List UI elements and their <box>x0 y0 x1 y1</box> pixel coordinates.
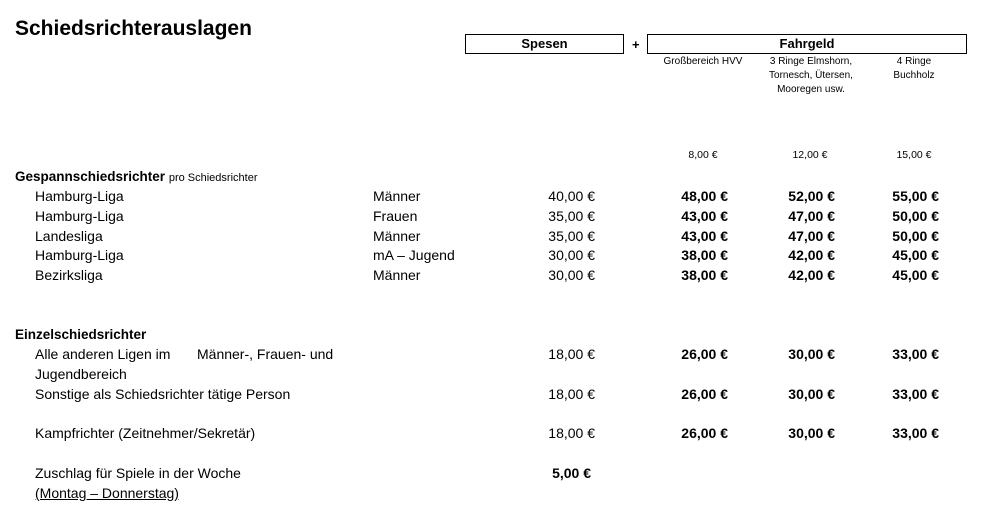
zone-1-rate: 8,00 € <box>688 149 718 161</box>
gespann-row-3-kategorie: Männer <box>373 228 421 244</box>
zuschlag-label: Zuschlag für Spiele in der Woche <box>35 465 241 481</box>
gespann-row-3-liga: Landesliga <box>35 228 103 244</box>
gespann-row-4-spesen: 30,00 € <box>548 247 595 263</box>
einzel-row-2-label: Sonstige als Schiedsrichter tätige Person <box>35 386 291 402</box>
gespann-row-4-zone2: 42,00 € <box>788 247 835 263</box>
gespann-section-title <box>15 169 257 184</box>
einzel-row-1-zone3: 33,00 € <box>892 346 939 362</box>
einzel-row-1-spesen: 18,00 € <box>548 346 595 362</box>
zone-2-label: 3 Ringe Elmshorn, Tornesch, Ütersen, Mooregen usw. <box>769 56 853 95</box>
gespann-title: Gespannschiedsrichter <box>15 169 166 184</box>
spesen-header: Spesen <box>465 34 624 54</box>
zuschlag-value: 5,00 € <box>552 465 591 481</box>
gespann-row-4-kategorie: mA – Jugend <box>373 247 455 263</box>
einzel-row-2-zone1: 26,00 € <box>681 386 728 402</box>
gespann-row-3-zone3: 50,00 € <box>892 228 939 244</box>
gespann-row-3-spesen: 35,00 € <box>548 228 595 244</box>
einzel-row-2-zone3: 33,00 € <box>892 386 939 402</box>
einzel-row-3-label: Kampfrichter (Zeitnehmer/Sekretär) <box>35 425 256 441</box>
gespann-row-5-spesen: 30,00 € <box>548 267 595 283</box>
einzel-row-1-label: Alle anderen Ligen im <box>35 346 171 362</box>
gespann-row-1-kategorie: Männer <box>373 188 421 204</box>
zone-2-rate: 12,00 € <box>792 149 828 161</box>
gespann-row-5-kategorie: Männer <box>373 267 421 283</box>
gespann-row-1-liga: Hamburg-Liga <box>35 188 124 204</box>
gespann-row-5-zone3: 45,00 € <box>892 267 939 283</box>
einzel-row-1-label-b: Männer-, Frauen- und <box>197 346 334 362</box>
einzel-row-2-spesen: 18,00 € <box>548 386 595 402</box>
gespann-row-2-spesen: 35,00 € <box>548 208 595 224</box>
gespann-row-2-liga: Hamburg-Liga <box>35 208 124 224</box>
einzel-section-title: Einzelschiedsrichter <box>15 327 147 342</box>
gespann-row-2-zone1: 43,00 € <box>681 208 728 224</box>
page-title: Schiedsrichterauslagen <box>15 17 252 40</box>
zone-3-rate: 15,00 € <box>896 149 932 161</box>
gespann-row-3-zone1: 43,00 € <box>681 228 728 244</box>
gespann-row-4-zone1: 38,00 € <box>681 247 728 263</box>
fahrgeld-header: Fahrgeld <box>647 34 967 54</box>
einzel-row-3-spesen: 18,00 € <box>548 425 595 441</box>
gespann-row-2-zone2: 47,00 € <box>788 208 835 224</box>
zone-3-label: 4 Ringe Buchholz <box>893 56 935 81</box>
gespann-note: pro Schiedsrichter <box>168 172 258 184</box>
gespann-row-5-liga: Bezirksliga <box>35 267 103 283</box>
einzel-row-2-zone2: 30,00 € <box>788 386 835 402</box>
gespann-row-4-zone3: 45,00 € <box>892 247 939 263</box>
gespann-row-2-zone3: 50,00 € <box>892 208 939 224</box>
einzel-row-1-label-2: Jugendbereich <box>35 366 127 382</box>
zone-1-label: Großbereich HVV <box>663 56 743 67</box>
gespann-row-1-spesen: 40,00 € <box>548 188 595 204</box>
gespann-row-3-zone2: 47,00 € <box>788 228 835 244</box>
plus-sign: + <box>632 37 640 52</box>
gespann-row-5-zone1: 38,00 € <box>681 267 728 283</box>
einzel-row-3-zone1: 26,00 € <box>681 425 728 441</box>
gespann-row-4-liga: Hamburg-Liga <box>35 247 124 263</box>
einzel-row-3-zone2: 30,00 € <box>788 425 835 441</box>
gespann-row-2-kategorie: Frauen <box>373 208 418 224</box>
einzel-row-3-zone3: 33,00 € <box>892 425 939 441</box>
einzel-row-1-zone2: 30,00 € <box>788 346 835 362</box>
gespann-row-5-zone2: 42,00 € <box>788 267 835 283</box>
gespann-row-1-zone3: 55,00 € <box>892 188 939 204</box>
gespann-row-1-zone2: 52,00 € <box>788 188 835 204</box>
zuschlag-label-days: (Montag – Donnerstag) <box>35 485 179 501</box>
gespann-row-1-zone1: 48,00 € <box>681 188 728 204</box>
einzel-row-1-zone1: 26,00 € <box>681 346 728 362</box>
